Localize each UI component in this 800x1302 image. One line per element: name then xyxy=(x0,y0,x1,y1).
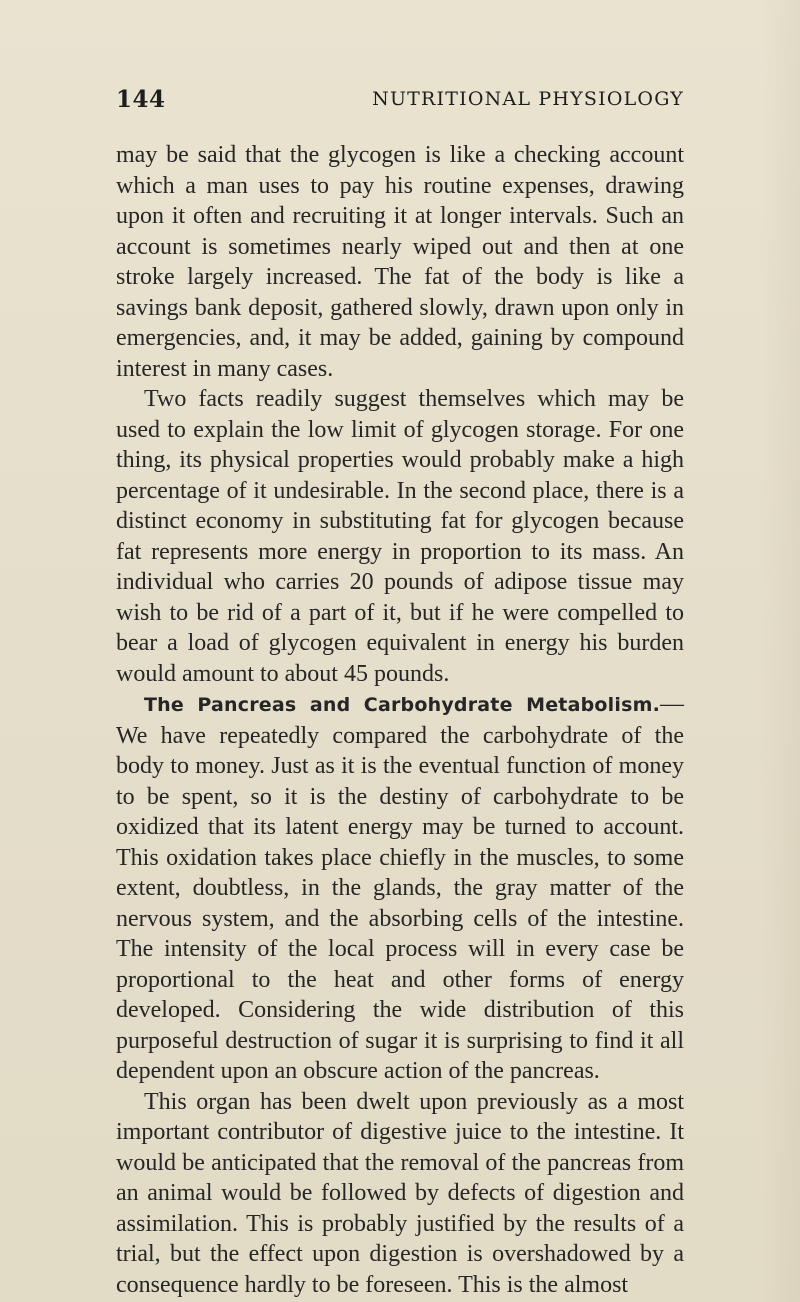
paragraph-pancreas-section xyxy=(116,689,684,1087)
body-text xyxy=(116,140,684,1300)
running-title: NUTRITIONAL PHYSIOLOGY xyxy=(372,88,684,110)
paragraph-pancreas-text: —We have repeatedly compared the carbohydrate of the body to money. Just as it is the eventual function of money to be spent, so it is the destiny of carbohydrate to be oxidized that its latent energy may be turned to account. This oxidation takes place chiefly in the muscles, to some extent, doubtless, in the glands, the gray matter of the nervous system, and the absorbing cells of the intestine. The intensity of the local process will in every case be proportional to the heat and other forms of energy developed. Considering the wide distribution of this purposeful destruction of sugar it is surprising to find it all dependent upon an obscure action of the pancreas. xyxy=(116,691,684,1084)
running-header xyxy=(116,86,684,116)
paragraph-continuation: may be said that the glycogen is like a checking account which a man uses to pay his routine expenses, drawing upon it often and recruiting it at longer intervals. Such an account is sometimes nearly wiped out and then at one stroke largely increased. The fat of the body is like a savings bank deposit, gathered slowly, drawn upon only in emergencies, and, it may be added, gaining by compound interest in many cases. xyxy=(116,142,684,382)
paragraph-glycogen-storage: Two facts readily suggest themselves which may be used to explain the low limit of glycogen storage. For one thing, its physical properties would probably make a high percentage of it undesirable. In the second place, there is a distinct economy in substituting fat for glycogen because fat represents more energy in proportion to its mass. An individual who carries 20 pounds of adipose tissue may wish to be rid of a part of it, but if he were compelled to bear a load of glycogen equivalent in energy his burden would amount to about 45 pounds. xyxy=(116,386,684,687)
page-edge-shadow xyxy=(760,0,800,1302)
paragraph-pancreas-organ: This organ has been dwelt upon previously as a most important contributor of digestive juice to the intestine. It would be anticipated that the removal of the pancreas from an animal would be followed by defects of digestion and assimilation. This is probably justified by the results of a trial, but the effect upon digestion is overshadowed by a consequence hardly to be foreseen. This is the almost xyxy=(116,1088,684,1298)
page-number: 144 xyxy=(116,86,166,113)
section-heading: The Pancreas and Carbohydrate Metabolism. xyxy=(144,694,660,716)
